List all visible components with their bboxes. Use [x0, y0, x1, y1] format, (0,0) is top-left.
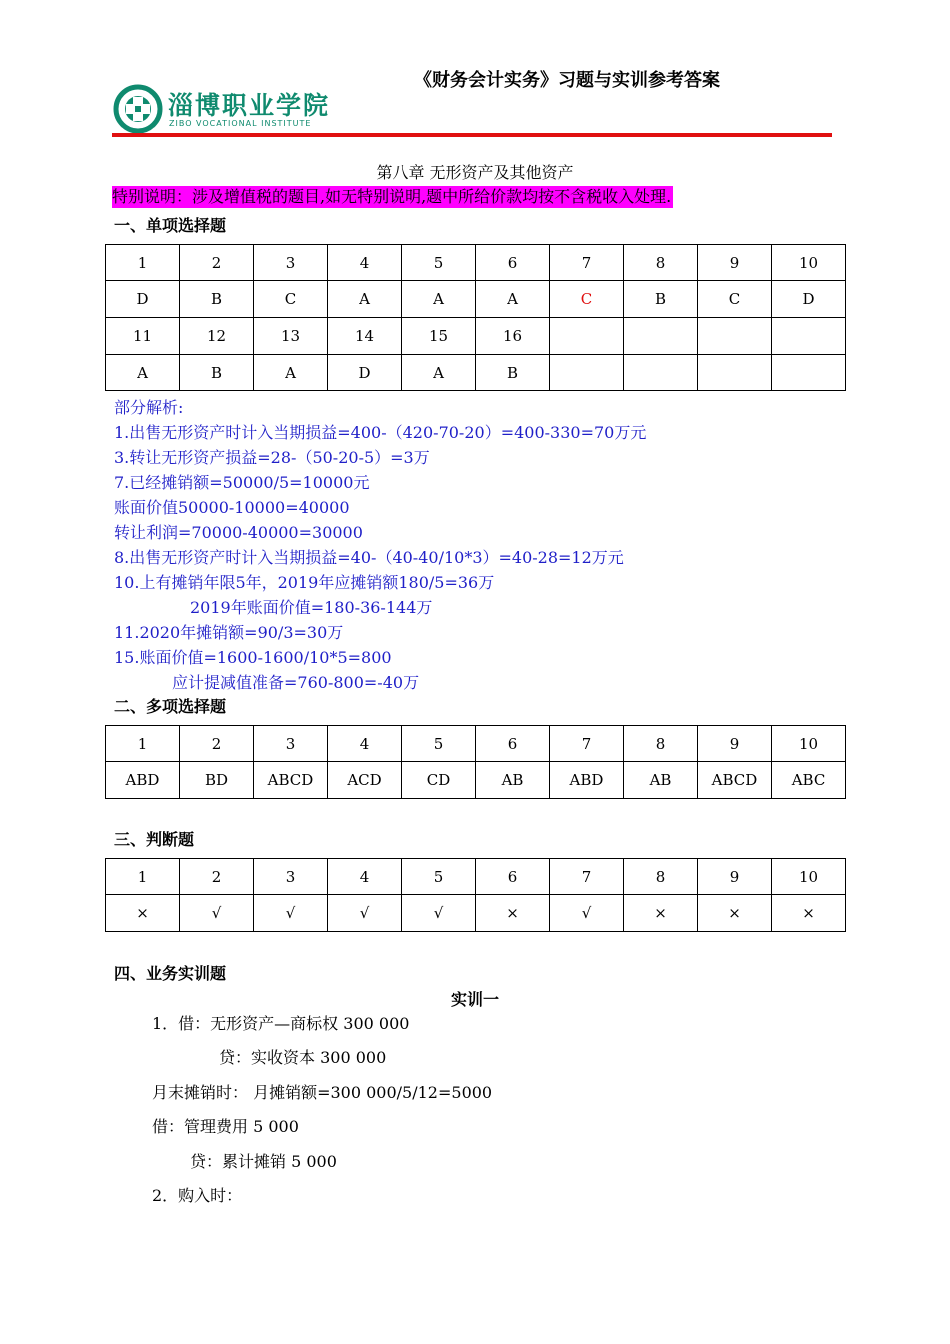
table-cell: 11 — [106, 318, 180, 355]
table-cell: C — [698, 281, 772, 318]
table-row — [106, 318, 846, 355]
table-cell: 1 — [106, 245, 180, 281]
entry-line: 借：管理费用 5 000 — [152, 1117, 299, 1136]
table-cell: ABD — [550, 762, 624, 799]
table-cell — [772, 355, 846, 391]
entry-line: 贷：累计摊销 5 000 — [190, 1152, 337, 1171]
table-cell: ABCD — [254, 762, 328, 799]
table-cell — [624, 355, 698, 391]
multiple-choice-answer-table — [105, 725, 846, 799]
document-header-title: 《财务会计实务》习题与实训参考答案 — [414, 70, 720, 91]
table-cell: A — [328, 281, 402, 318]
special-notice: 特别说明：涉及增值税的题目,如无特别说明,题中所给价款均按不含税收入处理. — [112, 187, 672, 206]
table-cell: B — [624, 281, 698, 318]
analysis-line: 应计提减值准备=760-800=-40万 — [172, 673, 420, 692]
table-cell: A — [254, 355, 328, 391]
table-cell: ABC — [772, 762, 846, 799]
entry-line: 2．购入时： — [152, 1186, 243, 1205]
analysis-line: 2019年账面价值=180-36-144万 — [190, 598, 433, 617]
table-cell: A — [402, 355, 476, 391]
table-cell: 10 — [772, 245, 846, 281]
table-cell: 10 — [772, 859, 846, 895]
chapter-title: 第八章 无形资产及其他资产 — [376, 163, 574, 182]
table-cell: ACD — [328, 762, 402, 799]
table-cell: × — [772, 895, 846, 932]
table-cell: 5 — [402, 859, 476, 895]
table-cell: √ — [550, 895, 624, 932]
entry-line: 1．借：无形资产—商标权 300 000 — [152, 1014, 410, 1033]
table-cell: × — [106, 895, 180, 932]
table-cell: D — [772, 281, 846, 318]
table-cell — [550, 355, 624, 391]
table-cell: B — [476, 355, 550, 391]
section-practical-heading: 四、业务实训题 — [114, 964, 227, 983]
entry-line: 贷：实收资本 300 000 — [219, 1048, 387, 1067]
table-cell: 1 — [106, 859, 180, 895]
table-cell: 3 — [254, 726, 328, 762]
analysis-line: 7.已经摊销额=50000/5=10000元 — [114, 473, 370, 492]
table-cell: 13 — [254, 318, 328, 355]
table-cell — [624, 318, 698, 355]
table-cell: 3 — [254, 245, 328, 281]
table-cell: AB — [624, 762, 698, 799]
table-row — [106, 762, 846, 799]
table-cell: 16 — [476, 318, 550, 355]
table-cell: CD — [402, 762, 476, 799]
section-multiple-choice-heading: 二、多项选择题 — [114, 697, 227, 716]
table-cell: √ — [402, 895, 476, 932]
table-cell: 7 — [550, 726, 624, 762]
table-cell: B — [180, 355, 254, 391]
table-cell: √ — [180, 895, 254, 932]
table-cell: 8 — [624, 726, 698, 762]
table-row — [106, 355, 846, 391]
analysis-line: 1.出售无形资产时计入当期损益=400-（420-70-20）=400-330=70万元 — [114, 423, 647, 442]
table-cell: 2 — [180, 726, 254, 762]
table-cell: 2 — [180, 245, 254, 281]
table-cell: 6 — [476, 245, 550, 281]
analysis-line: 11.2020年摊销额=90/3=30万 — [114, 623, 344, 642]
table-cell: C — [550, 281, 624, 318]
analysis-line: 10.上有摊销年限5年，2019年应摊销额180/5=36万 — [114, 573, 495, 592]
table-cell: √ — [254, 895, 328, 932]
table-cell: × — [624, 895, 698, 932]
header-divider — [112, 133, 832, 137]
table-cell: C — [254, 281, 328, 318]
logo-chinese-name: 淄博职业学院 — [168, 91, 331, 120]
table-cell: A — [106, 355, 180, 391]
analysis-line: 转让利润=70000-40000=30000 — [114, 523, 363, 542]
table-cell: ABCD — [698, 762, 772, 799]
single-choice-answer-table — [105, 244, 846, 391]
table-cell: AB — [476, 762, 550, 799]
practical-one-title: 实训一 — [450, 990, 499, 1009]
table-cell: 6 — [476, 726, 550, 762]
table-cell: 9 — [698, 859, 772, 895]
table-cell: 15 — [402, 318, 476, 355]
analysis-line: 账面价值50000-10000=40000 — [114, 498, 350, 517]
table-cell: D — [106, 281, 180, 318]
table-cell: × — [476, 895, 550, 932]
table-cell: 4 — [328, 859, 402, 895]
analysis-heading: 部分解析: — [114, 398, 184, 417]
table-row — [106, 281, 846, 318]
table-cell: 8 — [624, 859, 698, 895]
table-row — [106, 726, 846, 762]
analysis-line: 3.转让无形资产损益=28-（50-20-5）=3万 — [114, 448, 430, 467]
logo-english-name: ZIBO VOCATIONAL INSTITUTE — [169, 119, 312, 128]
table-cell: 2 — [180, 859, 254, 895]
table-cell: 7 — [550, 245, 624, 281]
table-cell: 5 — [402, 726, 476, 762]
table-cell: √ — [328, 895, 402, 932]
table-cell: 5 — [402, 245, 476, 281]
table-cell: A — [402, 281, 476, 318]
table-cell — [772, 318, 846, 355]
section-single-choice-heading: 一、单项选择题 — [114, 216, 227, 235]
table-cell: 8 — [624, 245, 698, 281]
table-cell: × — [698, 895, 772, 932]
true-false-answer-table — [105, 858, 846, 932]
table-cell: 6 — [476, 859, 550, 895]
table-cell: BD — [180, 762, 254, 799]
table-cell: 1 — [106, 726, 180, 762]
table-cell — [698, 318, 772, 355]
table-cell: B — [180, 281, 254, 318]
table-row — [106, 895, 846, 932]
table-cell — [550, 318, 624, 355]
analysis-line: 8.出售无形资产时计入当期损益=40-（40-40/10*3）=40-28=12万元 — [114, 548, 624, 567]
analysis-line: 15.账面价值=1600-1600/10*5=800 — [114, 648, 392, 667]
entry-line: 月末摊销时： 月摊销额=300 000/5/12=5000 — [152, 1083, 493, 1102]
table-cell: 4 — [328, 245, 402, 281]
table-cell: 7 — [550, 859, 624, 895]
table-cell: 9 — [698, 726, 772, 762]
table-cell: ABD — [106, 762, 180, 799]
table-cell: 10 — [772, 726, 846, 762]
table-cell: 12 — [180, 318, 254, 355]
table-cell: 9 — [698, 245, 772, 281]
section-true-false-heading: 三、判断题 — [114, 830, 195, 849]
table-row — [106, 245, 846, 281]
table-cell — [698, 355, 772, 391]
table-row — [106, 859, 846, 895]
school-logo — [112, 84, 330, 136]
table-cell: 14 — [328, 318, 402, 355]
table-cell: A — [476, 281, 550, 318]
table-cell: 4 — [328, 726, 402, 762]
table-cell: 3 — [254, 859, 328, 895]
table-cell: D — [328, 355, 402, 391]
